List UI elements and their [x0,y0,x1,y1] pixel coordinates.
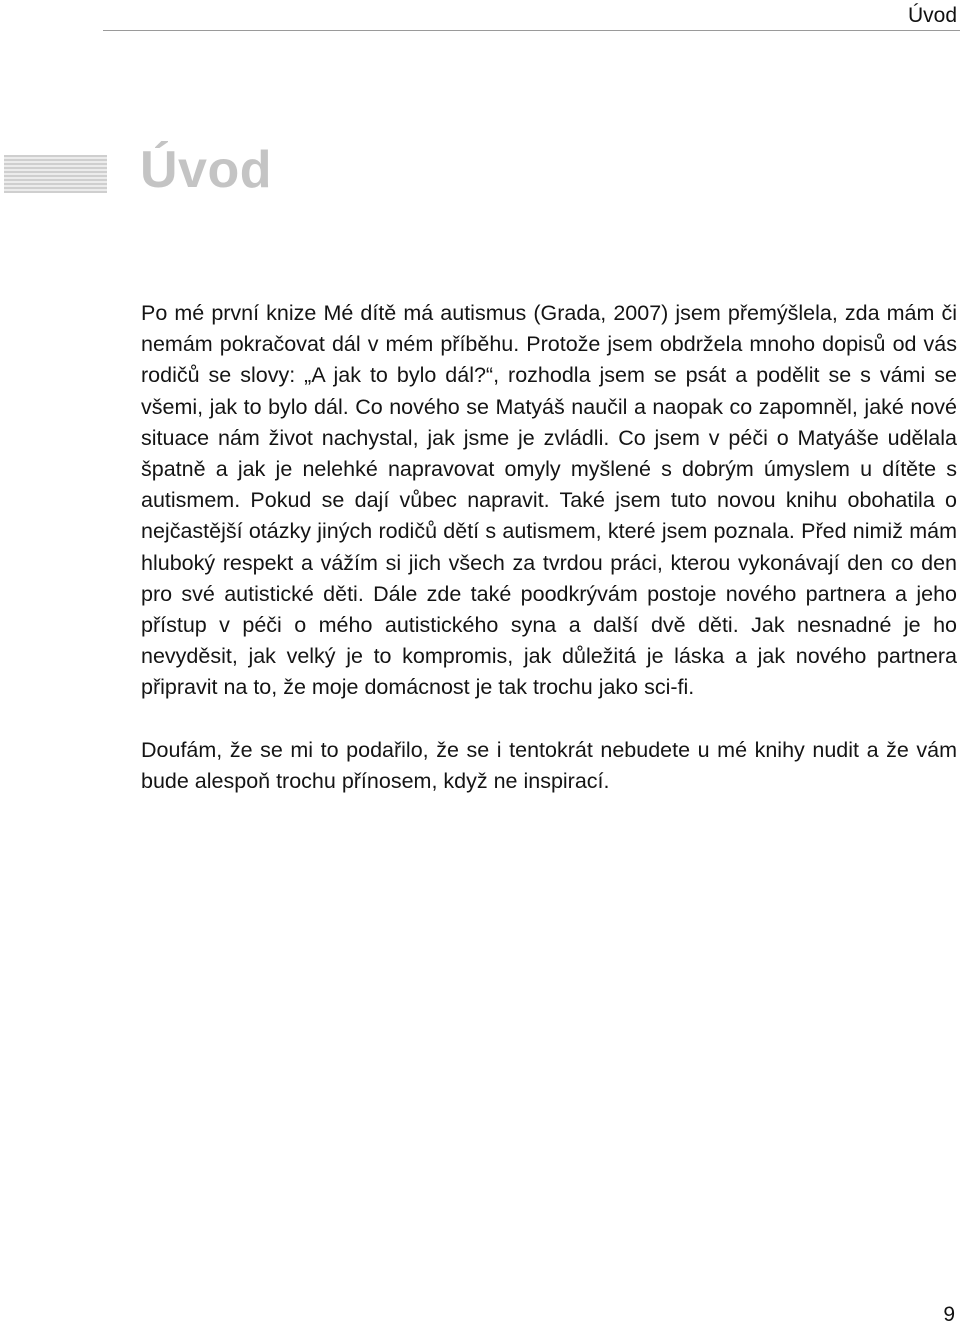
running-header-title: Úvod [907,4,957,27]
paragraph-2: Doufám, že se mi to podařilo, že se i tentokrát nebudete u mé knihy nudit a že vám bude alespoň trochu přínosem, když ne inspirací. [141,737,957,793]
paragraph-1: Po mé první knize Mé dítě má autismus (Grada, 2007) jsem přemýšlela, zda mám či nemám pokračovat dál v mém příběhu. Protože jsem obdržela mnoho dopisů od vás rodičů se slovy: „A jak to bylo dál?“, rozhodla jsem se psát a podělit se s vámi se všemi, jak to bylo dál. Co nového se Matyáš naučil a naopak co zapomněl, jaké nové situace nám život nachystal, jak jsme je zvládli. Co jsem v péči o Matyáše udělala špatně a jak je nelehké napravovat omyly myšlené s dobrým úmyslem u dítěte s autismem. Pokud se dají vůbec napravit. Také jsem tuto novou knihu obohatila o nejčastější otázky jiných rodičů dětí s autismem, které jsem poznala. Před nimiž mám hluboký respekt a vážím si jich všech za tvrdou práci, kterou vykonávají den co den pro své autistické děti. Dále zde také poodkrývám postoje nového partnera a jeho přístup v péči o mého autistického syna a další dvě děti. Jak nesnadné je ho nevyděsit, jak velký je to kompromis, jak důležitá je láska a jak nového partnera připravit na to, že moje domácnost je tak trochu jako sci-fi. [141,301,957,700]
body-text [141,298,957,797]
chapter-decoration-bar [4,155,107,193]
running-header [103,0,960,31]
page-number: 9 [943,1303,955,1326]
chapter-title: Úvod [140,141,272,199]
